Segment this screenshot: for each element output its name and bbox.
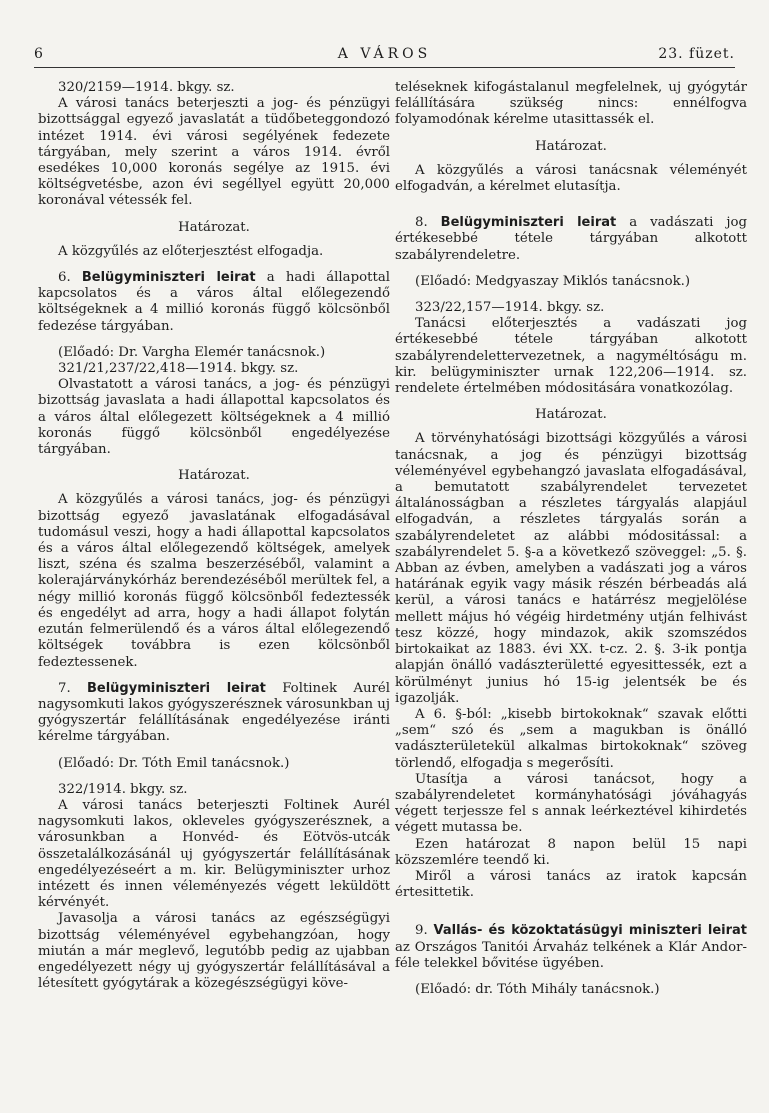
agenda-item-9: [395, 923, 747, 972]
item-number: 9.: [415, 923, 428, 939]
paragraph: Miről a városi tanács az iratok kapcsán értesittetik.: [395, 868, 747, 901]
paragraph: Olvastatott a városi tanács, a jog- és pénzügyi bizottság javaslata a hadi állapottal kapcsolatos és a város által előlegezett költségeknek a 4 millió koronás függő kölcsönből engedélyezése tárgyában.: [38, 377, 390, 458]
decision-text: A közgyűlés az előterjesztést elfogadja.: [58, 243, 324, 259]
reference-number: 320/2159—1914. bkgy. sz.: [58, 80, 235, 95]
item-title: Belügyminiszteri leirat: [81, 270, 256, 286]
section-heading: Határozat.: [535, 407, 607, 423]
paragraph: A 6. §-ból: „kisebb birtokoknak“ szavak előtti „sem“ szó és „sem a magukban is önálló vadászterületekül alkalmas birtokoknak“ szöveg törlendő, elfogadja s megerősíti.: [395, 706, 747, 771]
issue-number: 23. füzet.: [658, 46, 735, 62]
item-number: 8.: [415, 215, 428, 231]
item-subject: az Országos Tanitói Árvaház telkének a Klár Andor-féle telekkel bővitése ügyében.: [395, 939, 747, 971]
reference-number: 323/22,157—1914. bkgy. sz.: [415, 300, 605, 316]
publication-title: A VÁROS: [337, 46, 432, 62]
item-title: Belügyminiszteri leirat: [87, 680, 266, 696]
item-subject: a hadi állapottal kapcsolatos és a város által előlegezendő költségeknek a 4 millió koronás függő kölcsönből fedezése tárgyában.: [38, 270, 390, 334]
presenter: (Előadó: dr. Tóth Mihály tanácsnok.): [415, 981, 660, 997]
reference-number: 321/21,237/22,418—1914. bkgy. sz.: [58, 361, 299, 377]
section-heading: Határozat.: [178, 219, 250, 235]
right-column: [395, 80, 747, 998]
paragraph: A városi tanács beterjeszti Foltinek Aurél nagysomkuti lakos, okleveles gyógyszerésznek, a városunkban a Honvéd- és Eötvös-utcák összetalálkozásánál uj gyógyszertár felállításának engedélyezéseért a m. kir. Belügyminiszter urhoz intézett és innen véleményezés végett leküldött kérvényét.: [38, 797, 390, 911]
item-title: Vallás- és közoktatásügyi miniszteri leirat: [433, 923, 748, 939]
item-number: 6.: [58, 270, 71, 286]
paragraph: Tanácsi előterjesztés a vadászati jog értékesebbé tétele tárgyában alkotott szabályrendelettervezetnek, a nagyméltóságu m. kir. belügyminiszter urnak 122,206—1914. sz. rendelete értelmében módositására vonatkozólag.: [395, 316, 747, 397]
item-subject: Foltinek Aurél nagysomkuti lakos gyógyszerésznek városunkban uj gyógyszertár felállításának engedélyezése iránti kérelme tárgyában.: [38, 680, 390, 745]
paragraph: Utasítja a városi tanácsot, hogy a szabályrendeletet kormányhatósági jóváhagyás végett terjessze fel s annak leérkeztével kihirdetés végett mutassa be.: [395, 771, 747, 836]
page-number: 6: [34, 46, 44, 62]
reference-number: 322/1914. bkgy. sz.: [58, 781, 188, 797]
page-header: [34, 46, 735, 66]
item-title: Belügyminiszteri leirat: [440, 215, 617, 231]
decision-text: A közgyűlés a városi tanács, jog- és pénzügyi bizottság egyező javaslatának elfogadásával tudomásul veszi, hogy a hadi állapottal kapcsolatos és a város által előlegezendő költségek, amelyek liszt, széna és szalma beszerzéséből, valamint a kolerajárványkórház berendezéséből merültek fel, a négy millió koronás függő kölcsönből fedeztessék és engedélyt ad arra, hogy a hadi állapot folytán ezután felmerülendő és a város által előlegezendő költségek továbbra is ezen kölcsönből fedeztessenek.: [38, 492, 390, 670]
section-heading: Határozat.: [178, 468, 250, 484]
section-heading: Határozat.: [535, 138, 607, 154]
left-column: [38, 80, 390, 992]
presenter: (Előadó: Dr. Tóth Emil tanácsnok.): [58, 755, 290, 771]
agenda-item-7: [38, 681, 390, 746]
presenter: (Előadó: Dr. Vargha Elemér tanácsnok.): [58, 344, 326, 360]
paragraph: A városi tanács beterjeszti a jog- és pénzügyi bizottsággal egyező javaslatát a tüdőbeteggondozó intézet 1914. évi városi segélyének fedezete tárgyában, mely szerint a város 1914. évről esedékes 10,000 koronás segélye az 1915. évi költségvetésbe, azon évi segéllyel együtt 20,000 koronával vétessék fel.: [38, 96, 390, 209]
item-subject: a vadászati jog értékesebbé tétele tárgyában alkotott szabályrendeletre.: [395, 215, 747, 263]
header-rule: [34, 67, 735, 68]
decision-text: A törvényhatósági bizottsági közgyűlés a városi tanácsnak, a jog és pénzügyi bizottság véleményével egybehangzó javaslata elfogadásával, a bemutatott szabályrendelet tervezetet általánosságban a részletes tárgyalás alapjául elfogadván, a részletes tárgyalás során a szabályrendeletet az alábbi módositással: a szabályrendelet 5. §-a a következő szöveggel: „5. §. Abban az évben, amelyben a vadászati jog a város határának egyik vagy másik részén bérbeadás alá kerül, a városi tanács e határrész megjelölése mellett május hó végéig hirdetmény utján felhivást tesz közzé, hogy mindazok, akik szomszédos birtokaikat az 1883. évi XX. t-cz. 2. §. 3-ik pontja alapján önálló vadászterületté egyesittessék, ezt a körülményt junius hó 15-ig jelentsék be és igazolják.: [395, 431, 747, 706]
paragraph: Ezen határozat 8 napon belül 15 napi közszemlére teendő ki.: [395, 836, 747, 868]
agenda-item-6: [38, 270, 390, 335]
agenda-item-8: [395, 215, 747, 264]
item-number: 7.: [58, 680, 71, 696]
paragraph: Javasolja a városi tanács az egészségügyi bizottság véleményével egybehangzóan, hogy miután a már meglevő, legutóbb pedig az ujabban engedélyezett négy uj gyógyszertár felállításával a létesített gyógytárak a közegészségügyi köve-: [38, 911, 390, 992]
decision-text: A közgyűlés a városi tanácsnak véleményét elfogadván, a kérelmet elutasítja.: [395, 162, 747, 195]
paragraph: teléseknek kifogástalanul megfelelnek, uj gyógytár felállítására szükség nincs: ennélfogva folyamodónak kérelme utasittassék el.: [395, 80, 747, 128]
presenter: (Előadó: Medgyaszay Miklós tanácsnok.): [415, 273, 691, 289]
